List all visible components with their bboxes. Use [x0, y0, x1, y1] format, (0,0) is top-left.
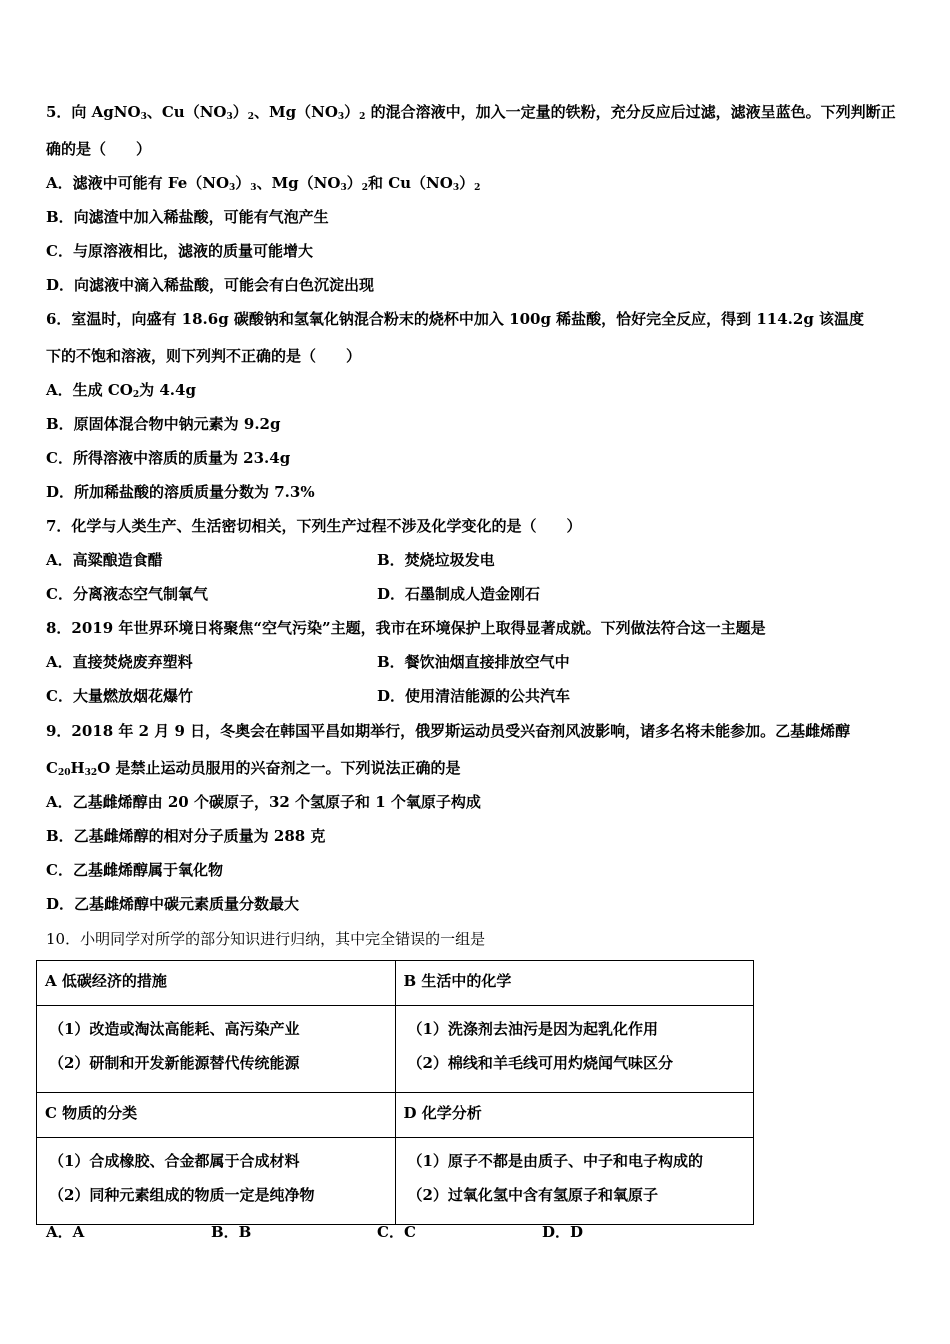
subscript: 2: [361, 183, 368, 193]
subscript: 2: [359, 112, 366, 122]
table-cell-a-title: A 低碳经济的措施: [37, 961, 396, 1006]
q10-option-b: B．B: [211, 1223, 252, 1241]
q5-option-b: B．向滤渣中加入稀盐酸，可能有气泡产生: [46, 208, 329, 226]
q8-option-b: B．餐饮油烟直接排放空气中: [377, 653, 570, 671]
q8-stem: 8．2019 年世界环境日将聚焦“空气污染”主题，我市在环境保护上取得显著成就。下列做法符合这一主题是: [46, 619, 766, 637]
subscript: 20: [57, 768, 71, 778]
q5-text: 的混合溶液中，加入一定量的铁粉，充分反应后过滤，滤液呈蓝色。下列判断正: [365, 103, 896, 121]
table-cell-a-body: [37, 1006, 396, 1093]
q5-stem-line2: 确的是（ ）: [46, 140, 152, 158]
option-text: ）: [459, 174, 475, 192]
table-cell-b-body: [395, 1006, 754, 1093]
q8-option-a: A．直接焚烧废弃塑料: [46, 653, 193, 671]
table-item: （1）改造或淘汰高能耗、高污染产业: [49, 1020, 300, 1038]
table-item: （1）合成橡胶、合金都属于合成材料: [49, 1152, 300, 1170]
q8-option-c: C．大量燃放烟花爆竹: [46, 687, 193, 705]
subscript: 3: [226, 112, 233, 122]
q5-text: ）: [344, 103, 360, 121]
q5-stem-line1: [46, 102, 896, 127]
subscript: 2: [474, 183, 481, 193]
subscript: 3: [452, 183, 460, 193]
q9-option-b: B．乙基雌烯醇的相对分子质量为 288 克: [46, 827, 326, 845]
option-text: 和 Cu（NO: [367, 174, 453, 192]
table-cell-d-title: D 化学分析: [395, 1093, 754, 1138]
table-cell-c-body: [37, 1138, 396, 1225]
q5-text: 、Cu（NO: [146, 103, 227, 121]
option-text: ）: [235, 174, 251, 192]
q6-option-b: B．原固体混合物中钠元素为 9.2g: [46, 415, 281, 433]
table-cell-d-body: [395, 1138, 754, 1225]
formula-text: O: [97, 759, 111, 777]
table-item: （1）洗涤剂去油污是因为起乳化作用: [407, 1020, 658, 1038]
q10-stem: 10．小明同学对所学的部分知识进行归纳，其中完全错误的一组是: [46, 930, 486, 948]
table-item: （2）同种元素组成的物质一定是纯净物: [49, 1186, 315, 1204]
formula-text: C: [46, 759, 58, 777]
table-item: （1）原子不都是由质子、中子和电子构成的: [407, 1152, 703, 1170]
q10-option-d: D．D: [542, 1223, 584, 1241]
subscript: 3: [140, 112, 147, 122]
subscript: 3: [229, 183, 236, 193]
table-cell-c-title: C 物质的分类: [37, 1093, 396, 1138]
table-item: （2）棉线和羊毛线可用灼烧闻气味区分: [407, 1054, 673, 1072]
q10-option-a: A．A: [46, 1223, 85, 1241]
table-item: （2）研制和开发新能源替代传统能源: [49, 1054, 300, 1072]
q6-stem-line2: 下的不饱和溶液，则下列判不正确的是（ ）: [46, 347, 362, 365]
q6-option-c: C．所得溶液中溶质的质量为 23.4g: [46, 449, 291, 467]
formula-text: H: [70, 759, 85, 777]
q6-stem-line1: 6．室温时，向盛有 18.6g 碳酸钠和氢氧化钠混合粉末的烧杯中加入 100g 稀盐酸，恰好完全反应，得到 114.2g 该温度: [46, 310, 865, 328]
subscript: 2: [132, 390, 140, 400]
table-item: （2）过氧化氢中含有氢原子和氧原子: [407, 1186, 658, 1204]
q5-text: 5．向 AgNO: [46, 103, 141, 121]
q9-option-a: A．乙基雌烯醇由 20 个碳原子，32 个氢原子和 1 个氧原子构成: [46, 793, 481, 811]
q5-text: 、Mg（NO: [254, 103, 338, 121]
q5-text: ）: [232, 103, 248, 121]
q6-option-d: D．所加稀盐酸的溶质质量分数为 7.3%: [46, 483, 315, 501]
q7-option-a: A．高粱酿造食醋: [46, 551, 163, 569]
q5-option-d: D．向滤液中滴入稀盐酸，可能会有白色沉淀出现: [46, 276, 375, 294]
subscript: 2: [247, 112, 255, 122]
option-text: 、Mg（NO: [256, 174, 341, 192]
q7-option-d: D．石墨制成人造金刚石: [377, 585, 541, 603]
q9-text: 是禁止运动员服用的兴奋剂之一。下列说法正确的是: [110, 759, 461, 777]
option-text: ）: [346, 174, 362, 192]
subscript: 3: [250, 183, 257, 193]
subscript: 3: [340, 183, 347, 193]
q10-option-c: C．C: [377, 1223, 416, 1241]
option-text: 为 4.4g: [139, 381, 196, 399]
q7-option-c: C．分离液态空气制氧气: [46, 585, 208, 603]
q5-option-c: C．与原溶液相比，滤液的质量可能增大: [46, 242, 313, 260]
q6-option-a: [46, 380, 196, 405]
q7-stem: 7．化学与人类生产、生活密切相关，下列生产过程不涉及化学变化的是（ ）: [46, 517, 582, 535]
knowledge-table: [36, 960, 754, 1225]
q9-stem-line2: [46, 758, 461, 783]
option-text: A．滤液中可能有 Fe（NO: [46, 174, 230, 192]
q7-option-b: B．焚烧垃圾发电: [377, 551, 495, 569]
table-cell-b-title: B 生活中的化学: [395, 961, 754, 1006]
q9-option-c: C．乙基雌烯醇属于氧化物: [46, 861, 223, 879]
subscript: 3: [337, 112, 345, 122]
option-text: A．生成 CO: [46, 381, 133, 399]
subscript: 32: [84, 768, 98, 778]
q8-option-d: D．使用清洁能源的公共汽车: [377, 687, 571, 705]
q9-stem-line1: 9．2018 年 2 月 9 日，冬奥会在韩国平昌如期举行，俄罗斯运动员受兴奋剂风波影响，诸多名将未能参加。乙基雌烯醇: [46, 722, 851, 740]
q9-option-d: D．乙基雌烯醇中碳元素质量分数最大: [46, 895, 300, 913]
q5-option-a: [46, 173, 480, 198]
